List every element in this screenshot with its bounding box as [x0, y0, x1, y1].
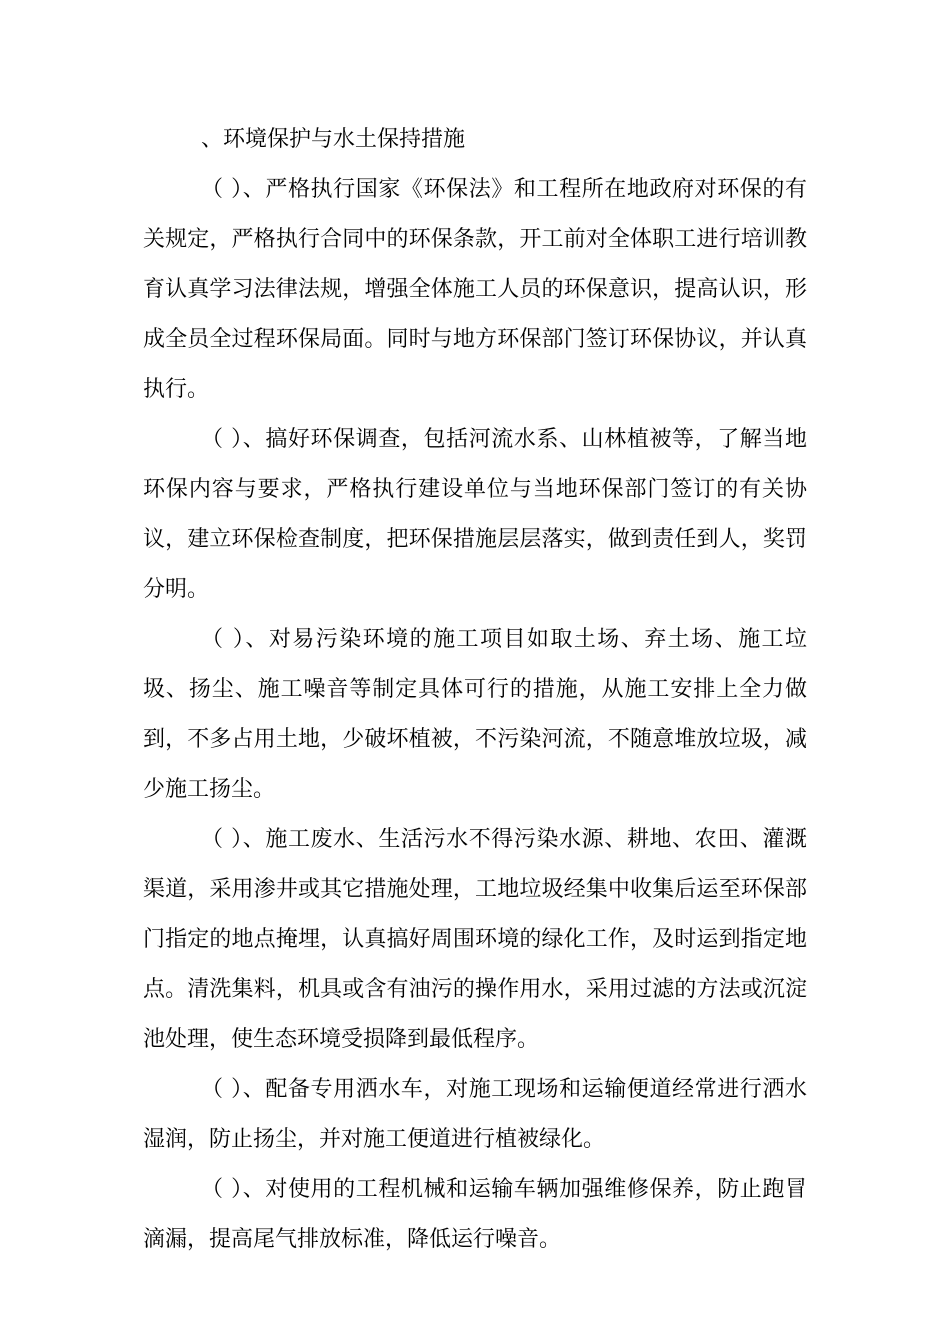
- paragraph-4: （ ）、施工废水、生活污水不得污染水源、耕地、农田、灌溉渠道，采用渗井或其它措施处理，工地垃圾经集中收集后运至环保部门指定的地点掩埋，认真搞好周围环境的绿化工作，及时运到指定地点。清洗集料，机具或含有油污的操作用水，采用过滤的方法或沉淀池处理，使生态环境受损降到最低程序。: [143, 827, 807, 1052]
- paragraph-2: （ ）、搞好环保调查，包括河流水系、山林植被等，了解当地环保内容与要求，严格执行建设单位与当地环保部门签订的有关协议，建立环保检查制度，把环保措施层层落实，做到责任到人，奖罚分明。: [143, 427, 807, 602]
- paragraph-5: （ ）、配备专用洒水车，对施工现场和运输便道经常进行洒水湿润，防止扬尘，并对施工便道进行植被绿化。: [143, 1077, 807, 1152]
- paragraph-3: （ ）、对易污染环境的施工项目如取土场、弃土场、施工垃圾、扬尘、施工噪音等制定具体可行的措施，从施工安排上全力做到，不多占用土地，少破坏植被，不污染河流，不随意堆放垃圾，减少施工扬尘。: [143, 627, 807, 802]
- paragraph-1: （ ）、严格执行国家《环保法》和工程所在地政府对环保的有关规定，严格执行合同中的环保条款，开工前对全体职工进行培训教育认真学习法律法规，增强全体施工人员的环保意识，提高认识，形成全员全过程环保局面。同时与地方环保部门签订环保协议，并认真执行。: [143, 177, 807, 402]
- paragraph-6: （ ）、对使用的工程机械和运输车辆加强维修保养，防止跑冒滴漏，提高尾气排放标准，降低运行噪音。: [143, 1177, 807, 1252]
- section-heading: 、环境保护与水土保持措施: [201, 127, 466, 152]
- document-body: [143, 115, 807, 1265]
